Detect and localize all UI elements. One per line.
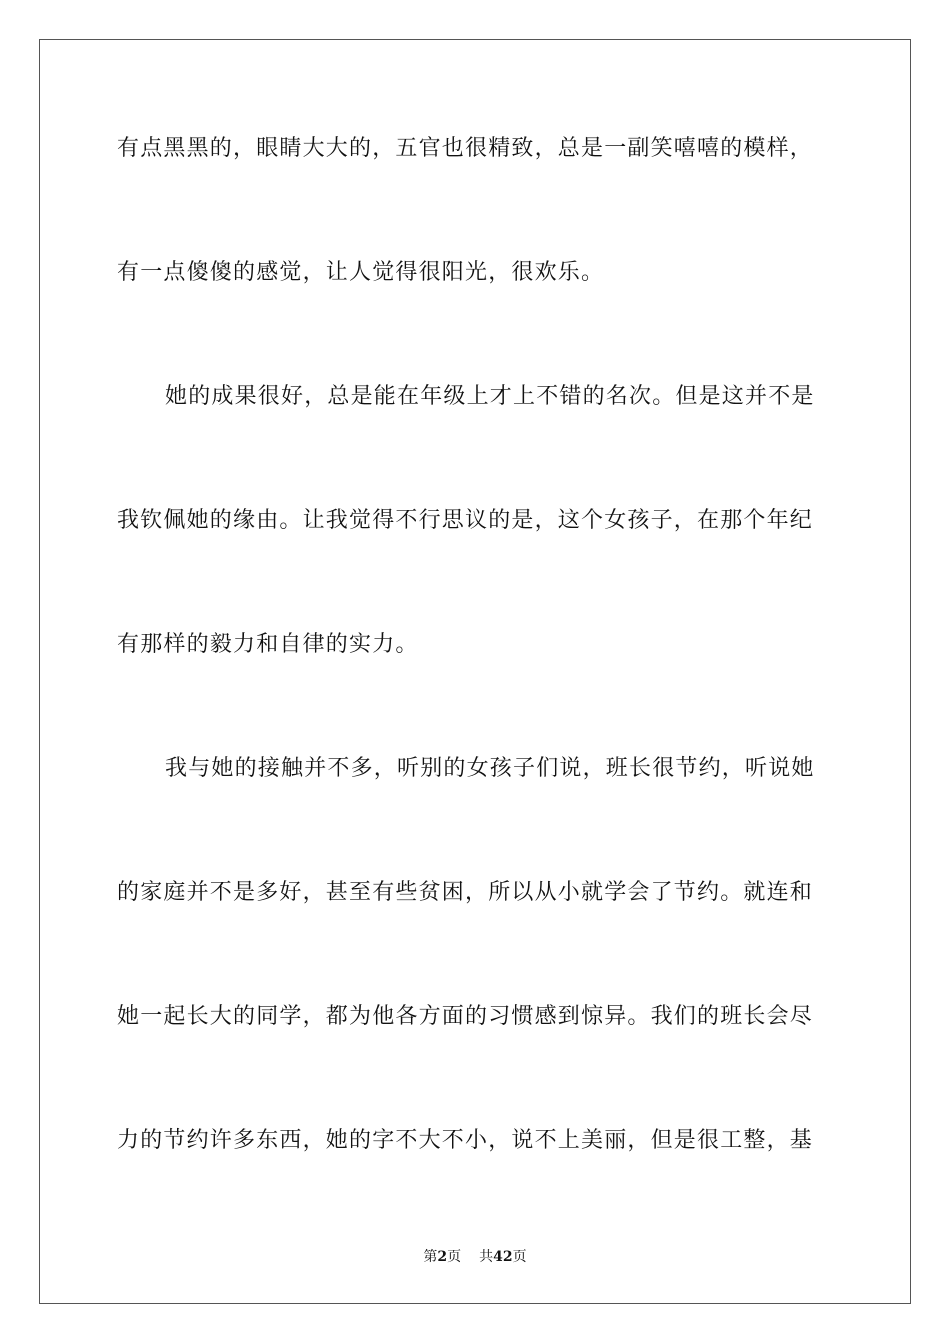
text-line-1: 有点黑黑的，眼睛大大的，五官也很精致，总是一副笑嘻嘻的模样， [117,136,814,161]
page-prefix: 第 [423,1249,438,1265]
page-footer [0,1247,950,1267]
text-line-4: 我钦佩她的缘由。让我觉得不行思议的是，这个女孩子，在那个年纪 [117,508,814,533]
total-suffix: 页 [512,1249,527,1265]
text-line-8: 她一起长大的同学，都为他各方面的习惯感到惊异。我们的班长会尽 [117,1004,814,1029]
page-number: 2 [437,1249,448,1265]
text-line-9: 力的节约许多东西，她的字不大不小，说不上美丽，但是很工整，基 [117,1128,814,1153]
text-line-3: 她的成果很好，总是能在年级上才上不错的名次。但是这并不是 [165,384,815,409]
text-line-5: 有那样的毅力和自律的实力。 [117,632,419,657]
total-pages: 42 [493,1249,513,1265]
page-suffix: 页 [447,1249,462,1265]
page-border [39,39,911,1304]
text-line-2: 有一点傻傻的感觉，让人觉得很阳光，很欢乐。 [117,260,605,285]
text-line-6: 我与她的接触并不多，听别的女孩子们说，班长很节约，听说她 [165,756,815,781]
text-line-7: 的家庭并不是多好，甚至有些贫困，所以从小就学会了节约。就连和 [117,880,814,905]
total-prefix: 共 [479,1249,494,1265]
